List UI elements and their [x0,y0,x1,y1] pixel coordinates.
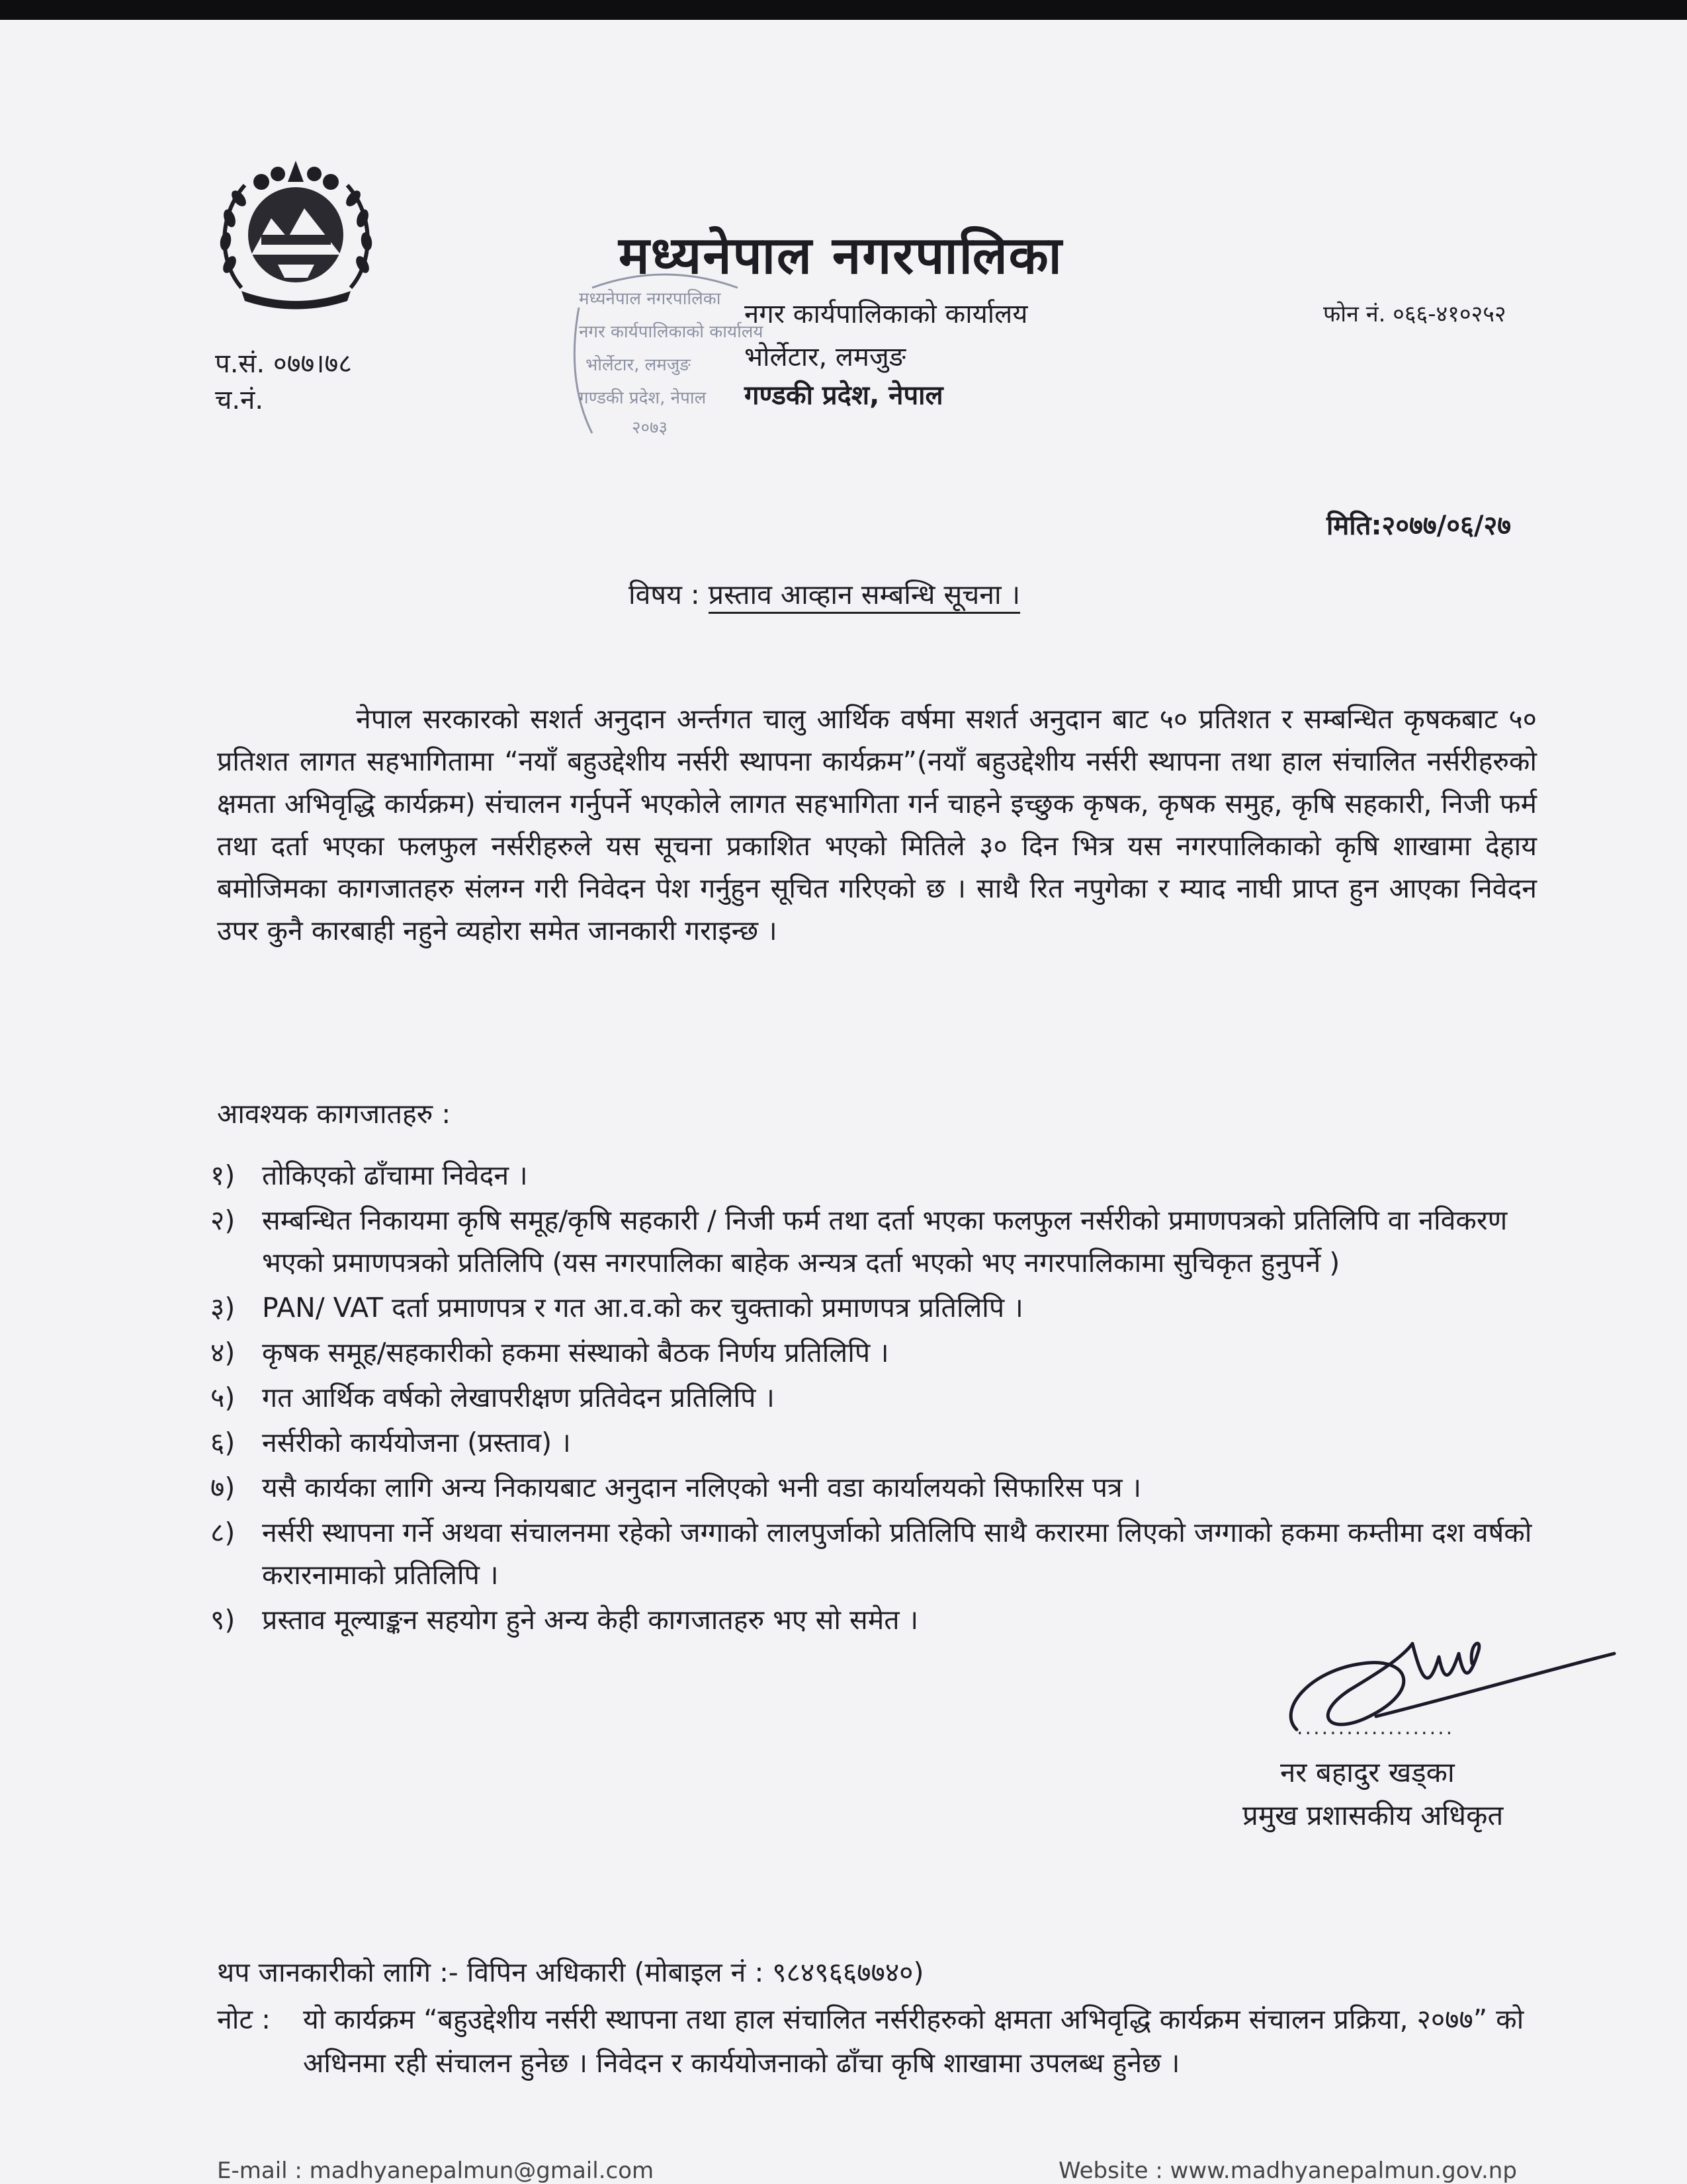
reference-number: प.सं. ०७७।७८ [215,349,353,379]
list-item [210,1154,1547,1197]
item-text: प्रस्ताव मूल्याङ्कन सहयोग हुने अन्य केही कागजातहरु भए सो समेत । [262,1604,919,1636]
letter-date: मिति:२०७७/०६/२७ [1326,511,1512,541]
note-label: नोट : [217,2003,271,2035]
item-number: १) [210,1159,236,1191]
municipality-title: मध्यनेपाल नगरपालिका [619,226,1063,286]
footer-email: E-mail : madhyanepalmun@gmail.com [217,2158,654,2184]
contact-info: थप जानकारीको लागि :- विपिन अधिकारी (मोबाइल नं : ९८४९६६७७४०) [217,1956,924,1988]
list-item [210,1421,1547,1464]
list-item [210,1286,1547,1329]
item-number: २) [210,1204,236,1236]
notice-body: नेपाल सरकारको सशर्त अनुदान अर्न्तगत चालु आर्थिक वर्षमा सशर्त अनुदान बाट ५० प्रतिशत र सम्बन्धित कृषकबाट ५० प्रतिशत लागत सहभागितामा “नयाँ बहुउद्देशीय नर्सरी स्थापना कार्यक्रम”(नयाँ बहुउद्देशीय नर्सरी स्थापना तथा हाल संचालित नर्सरीहरुको क्षमता अभिवृद्धि कार्यक्रम) संचालन गर्नुपर्ने भएकोले लागत सहभागिता गर्न चाहने इच्छुक कृषक, कृषक समुह, कृषि सहकारी, निजी फर्म तथा दर्ता भएका फलफुल नर्सरीहरुले यस सूचना प्रकाशित भएको मितिले ३० दिन भित्र यस नगरपालिकाको कृषि शाखामा देहाय बमोजिमका कागजातहरु संलग्न गरी निवेदन पेश गर्नुहुन सूचित गरिएको छ । साथै रित नपुगेका र म्याद नाघी प्राप्त हुन आएका निवेदन उपर कुनै कारबाही नहुने व्यहोरा समेत जानकारी गराइन्छ । [217,703,1537,946]
item-text: PAN/ VAT दर्ता प्रमाणपत्र र गत आ.व.को कर चुक्ताको प्रमाणपत्र प्रतिलिपि । [262,1292,1023,1323]
subject-text: प्रस्ताव आव्हान सम्बन्धि सूचना । [709,579,1020,614]
item-text: नर्सरी स्थापना गर्ने अथवा संचालनमा रहेको जग्गाको लालपुर्जाको प्रतिलिपि साथै करारमा लिएको जग्गाको हकमा कम्तीमा दश वर्षको करारनामाको प्रतिलिपि । [262,1517,1532,1591]
item-number: ८) [210,1517,236,1548]
stamp-line-1: मध्यनेपाल नगरपालिका [579,289,721,309]
item-text: तोकिएको ढाँचामा निवेदन । [262,1159,528,1191]
list-item [210,1466,1547,1509]
subject-line [628,575,1020,612]
item-number: ९) [210,1604,236,1636]
scan-top-edge [0,0,1687,20]
item-number: ३) [210,1292,236,1323]
stamp-line-2: नगर कार्यपालिकाको कार्यालय [579,322,763,342]
list-item [210,1376,1547,1419]
phone-number: फोन नं. ०६६-४१०२५२ [1323,301,1506,327]
item-text: नर्सरीको कार्ययोजना (प्रस्ताव) । [262,1427,571,1458]
dispatch-number: च.नं. [215,385,264,415]
note-text: यो कार्यक्रम “बहुउद्देशीय नर्सरी स्थापना तथा हाल संचालित नर्सरीहरुको क्षमता अभिवृद्धि कार्यक्रम संचालन प्रक्रिया, २०७७” को अधिनमा रही संचालन हुनेछ । निवेदन र कार्ययोजनाको ढाँचा कृषि शाखामा उपलब्ध हुनेछ । [303,2003,1524,2079]
item-text: कृषक समूह/सहकारीको हकमा संस्थाको बैठक निर्णय प्रतिलिपि । [262,1337,889,1368]
note-block [217,1997,1530,2085]
requirements-list [210,1154,1547,1644]
signer-name: नर बहादुर खड्का [1280,1756,1455,1788]
requirements-title: आवश्यक कागजातहरु : [217,1098,451,1130]
footer-website: Website : www.madhyanepalmun.gov.np [1059,2158,1517,2184]
stamp-line-5: २०७३ [632,418,668,438]
office-town: भोर्लेटार, लमजुङ [744,342,906,372]
list-item [210,1511,1547,1596]
item-number: ७) [210,1472,236,1503]
office-name: नगर कार्यपालिकाको कार्यालय [744,299,1028,329]
item-text: सम्बन्धित निकायमा कृषि समूह/कृषि सहकारी / निजी फर्म तथा दर्ता भएका फलफुल नर्सरीको प्रमाणपत्रको प्रतिलिपि वा नविकरण भएको प्रमाणपत्रको प्रतिलिपि (यस नगरपालिका बाहेक अन्यत्र दर्ता भएको भए नगरपालिकामा सुचिकृत हुनुपर्ने ) [262,1204,1508,1279]
item-number: ६) [210,1427,236,1458]
list-item [210,1199,1547,1284]
stamp-line-4: गण्डकी प्रदेश, नेपाल [579,388,707,408]
government-emblem [215,155,377,314]
item-number: ५) [210,1382,236,1413]
signature-line: ................... [1297,1716,1455,1740]
handwritten-signature [1270,1617,1634,1763]
subject-label: विषय : [628,579,700,610]
signer-title: प्रमुख प्रशासकीय अधिकृत [1242,1799,1504,1831]
list-item [210,1331,1547,1374]
office-province: गण्डकी प्रदेश, नेपाल [744,380,943,411]
item-text: यसै कार्यका लागि अन्य निकायबाट अनुदान नलिएको भनी वडा कार्यालयको सिफारिस पत्र । [262,1472,1142,1503]
item-text: गत आर्थिक वर्षको लेखापरीक्षण प्रतिवेदन प्रतिलिपि । [262,1382,775,1413]
stamp-line-3: भोर्लेटार, लमजुङ [585,355,691,375]
item-number: ४) [210,1337,236,1368]
